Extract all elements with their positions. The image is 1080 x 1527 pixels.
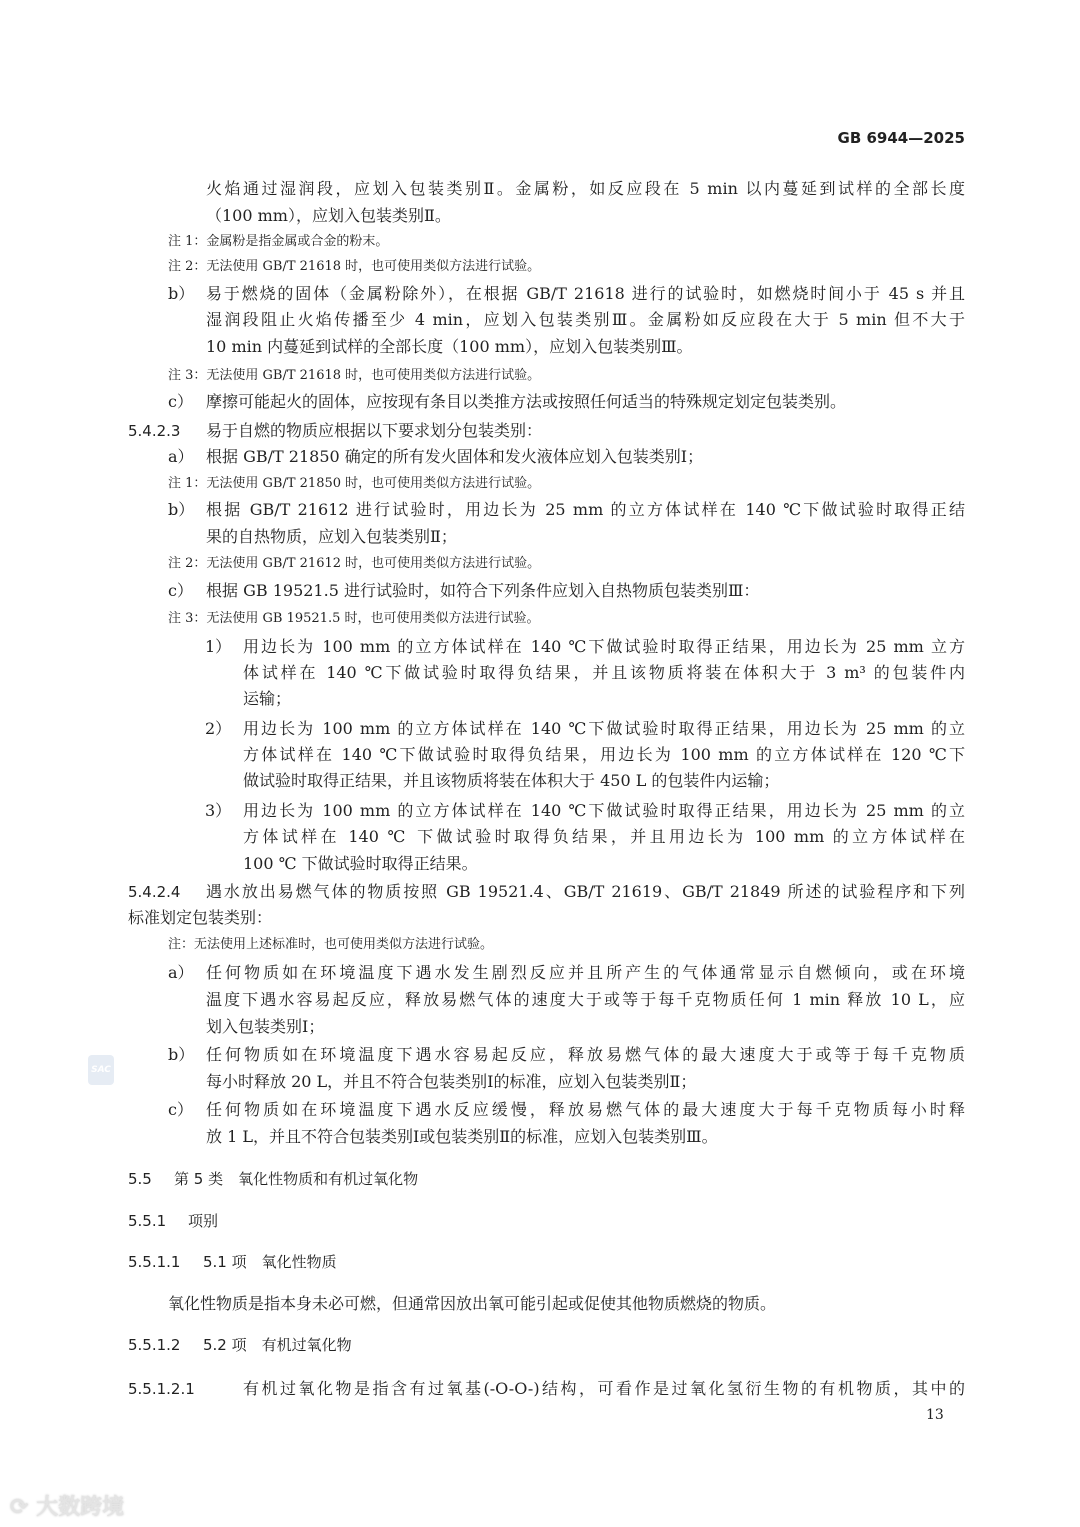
item-label: b） [168,284,195,303]
sac-logo-watermark: SAC [88,1055,114,1085]
watermark-text: 大数跨境 [36,1495,125,1520]
text-line: 用边长为 100 mm 的立方体试样在 140 ℃下做试验时取得正结果，用边长为 25 mm 的立 [243,719,965,738]
item-label: 2） [205,719,232,738]
text-line: 任何物质如在环境温度下遇水反应缓慢，释放易燃气体的最大速度大于每千克物质每小时释 [206,1100,965,1119]
note: 注 1：无法使用 GB/T 21850 时，也可使用类似方法进行试验。 [168,476,541,491]
text-line: 划入包装类别Ⅰ； [206,1017,325,1036]
text-line: 火焰通过湿润段，应划入包装类别Ⅱ。金属粉，如反应段在 5 min 以内蔓延到试样的全部长度 [206,179,965,198]
text-line: 用边长为 100 mm 的立方体试样在 140 ℃下做试验时取得正结果，用边长为 25 mm 立方 [243,637,965,656]
text-line: 湿润段阻止火焰传播至少 4 min，应划入包装类别Ⅲ。金属粉如反应段在大于 5 min 但不大于 [206,310,965,329]
note: 注 1：金属粉是指金属或合金的粉末。 [168,234,389,249]
text-line: 体试样在 140 ℃下做试验时取得负结果，并且该物质将装在体积大于 3 m³ 的包装件内 [243,663,965,682]
text-line: 易于自燃的物质应根据以下要求划分包装类别： [206,421,543,440]
page-number: 13 [926,1407,944,1423]
note: 注 3：无法使用 GB 19521.5 时，也可使用类似方法进行试验。 [168,611,540,626]
item-label: a） [168,447,194,466]
text-line: 方体试样在 140 ℃ 下做试验时取得负结果，并且用边长为 100 mm 的立方体试样在 [243,827,965,846]
item-label: a） [168,963,194,982]
item-label: 1） [205,637,232,656]
text-line: 方体试样在 140 ℃下做试验时取得负结果，用边长为 100 mm 的立方体试样在 120 ℃下 [243,745,965,764]
clause-number: 5.4.2.4 [128,883,181,901]
heading-number: 5.5.1.2 [128,1336,181,1354]
item-label: b） [168,1045,195,1064]
item-label: c） [168,1100,193,1119]
text-line: 运输； [243,689,292,708]
note: 注：无法使用上述标准时，也可使用类似方法进行试验。 [168,937,494,952]
note: 注 2：无法使用 GB/T 21612 时，也可使用类似方法进行试验。 [168,556,541,571]
item-label: b） [168,500,195,519]
text-line: （100 mm），应划入包装类别Ⅱ。 [206,206,451,225]
section-heading: 第 5 类 氧化性物质和有机过氧化物 [174,1170,419,1188]
text-line: 摩擦可能起火的固体，应按现有条目以类推方法或按照任何适当的特殊规定划定包装类别。 [206,392,847,411]
text-line: 根据 GB/T 21850 确定的所有发火固体和发火液体应划入包装类别Ⅰ； [206,447,704,466]
note: 注 3：无法使用 GB/T 21618 时，也可使用类似方法进行试验。 [168,368,541,383]
text-line: 遇水放出易燃气体的物质按照 GB 19521.4、GB/T 21619、GB/T 21849 所述的试验程序和下列 [206,882,965,901]
heading-number: 5.5 [128,1170,152,1188]
text-line: 做试验时取得正结果，并且该物质将装在体积大于 450 L 的包装件内运输； [243,771,780,790]
text-line: 根据 GB/T 21612 进行试验时，用边长为 25 mm 的立方体试样在 140 ℃下做试验时取得正结 [206,500,965,519]
text-line: 标准划定包装类别： [128,908,273,927]
section-heading: 5.2 项 有机过氧化物 [203,1336,352,1354]
text-line: 放 1 L，并且不符合包装类别Ⅰ或包装类别Ⅱ的标准，应划入包装类别Ⅲ。 [206,1127,718,1146]
text-line: 根据 GB 19521.5 进行试验时，如符合下列条件应划入自热物质包装类别Ⅲ： [206,581,760,600]
item-label: c） [168,392,193,411]
heading-number: 5.5.1.1 [128,1253,181,1271]
text-line: 10 min 内蔓延到试样的全部长度（100 mm），应划入包装类别Ⅲ。 [206,337,693,356]
section-heading: 5.1 项 氧化性物质 [203,1253,337,1271]
section-heading: 项别 [188,1212,219,1230]
text-line: 有机过氧化物是指含有过氧基(-O-O-)结构，可看作是过氧化氢衍生物的有机物质，其中的 [243,1379,965,1398]
note: 注 2：无法使用 GB/T 21618 时，也可使用类似方法进行试验。 [168,259,541,274]
text-line: 任何物质如在环境温度下遇水发生剧烈反应并且所产生的气体通常显示自燃倾向，或在环境 [206,963,965,982]
text-line: 100 ℃ 下做试验时取得正结果。 [243,854,478,873]
text-line: 易于燃烧的固体（金属粉除外），在根据 GB/T 21618 进行的试验时，如燃烧时间小于 45 s 并且 [206,284,965,303]
text-line: 每小时释放 20 L，并且不符合包装类别Ⅰ的标准，应划入包装类别Ⅱ； [206,1072,697,1091]
standard-code-header: GB 6944—2025 [837,129,965,147]
clause-number: 5.4.2.3 [128,422,181,440]
watermark-icon: ⟳ [10,1495,37,1520]
text-line: 果的自热物质，应划入包装类别Ⅱ； [206,527,457,546]
paragraph: 氧化性物质是指本身未必可燃，但通常因放出氧可能引起或促使其他物质燃烧的物质。 [168,1294,777,1313]
text-line: 任何物质如在环境温度下遇水容易起反应，释放易燃气体的最大速度大于或等于每千克物质 [206,1045,965,1064]
item-label: 3） [205,801,232,820]
heading-number: 5.5.1 [128,1212,167,1230]
text-line: 用边长为 100 mm 的立方体试样在 140 ℃下做试验时取得正结果，用边长为 25 mm 的立 [243,801,965,820]
item-label: c） [168,581,193,600]
text-line: 温度下遇水容易起反应，释放易燃气体的速度大于或等于每千克物质任何 1 min 释放 10 L，应 [206,990,965,1009]
clause-number: 5.5.1.2.1 [128,1380,195,1398]
watermark-logo [10,1490,124,1521]
